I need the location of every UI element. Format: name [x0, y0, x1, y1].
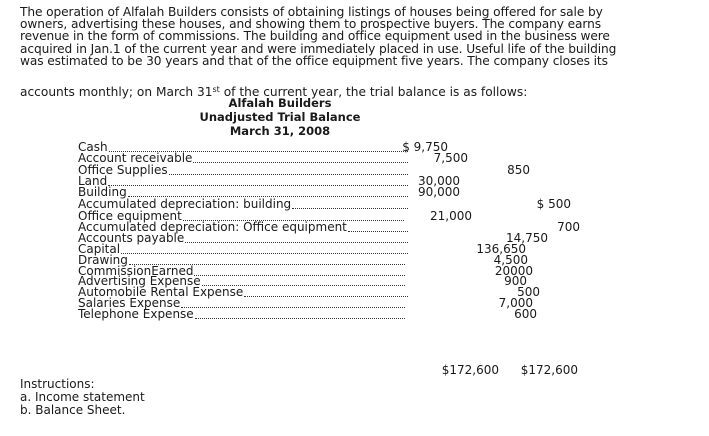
credit-amount: 14,750 [506, 231, 548, 245]
debit-amount: 90,000 [418, 185, 460, 199]
debit-total: $172,600 [441, 363, 499, 377]
credit-amount: 600 [514, 307, 537, 321]
instruction-item: b. Balance Sheet. [20, 403, 126, 417]
leader-dots [194, 267, 405, 276]
credit-amount: 136,650 [476, 242, 526, 256]
credit-amount: $ 500 [536, 197, 571, 211]
debit-amount: 30,000 [418, 174, 460, 188]
statement-line: revenue in the form of commissions. The building and office equipment used in the business were [20, 29, 610, 44]
account-label: CommissionEarned [78, 264, 194, 278]
account-label: Drawing [78, 253, 128, 267]
instruction-item: a. Income statement [20, 390, 145, 404]
account-label: Office Supplies [78, 163, 168, 177]
leader-dots [169, 166, 408, 175]
account-label: Telephone Expense [78, 307, 194, 321]
leader-dots [181, 299, 405, 308]
company-name: Alfalah Builders [228, 96, 332, 110]
account-label: Office equipment [78, 209, 182, 223]
credit-amount: 7,000 [498, 296, 533, 310]
account-label: Account receivable [78, 151, 193, 165]
account-label: Capital [78, 242, 121, 256]
problem-statement [20, 6, 696, 67]
leader-dots [108, 177, 408, 186]
leader-dots [195, 310, 405, 319]
statement-line: owners, advertising these houses, and showing them to prospective buyers. The company earns [20, 17, 601, 32]
leader-dots [121, 245, 408, 254]
account-label: Accumulated depreciation: building [78, 197, 292, 211]
statement-last-line: accounts monthly; on March 31st of the current year, the trial balance is as follows: [20, 85, 528, 99]
credit-amount: 900 [504, 274, 527, 288]
credit-amount: 850 [507, 163, 530, 177]
leader-dots [193, 154, 408, 163]
leader-dots [348, 223, 408, 232]
credit-total: $172,600 [520, 363, 578, 377]
credit-amount: 700 [557, 220, 580, 234]
leader-dots [244, 288, 408, 297]
account-label: Cash [78, 140, 108, 154]
statement-date: March 31, 2008 [229, 124, 331, 138]
credit-amount: 500 [517, 285, 540, 299]
statement-line: was estimated to be 30 years and that of the office equipment five years. The company closes its [20, 53, 608, 68]
statement-title: Unadjusted Trial Balance [199, 110, 361, 124]
account-label: Automobile Rental Expense [78, 285, 244, 299]
account-label: Building [78, 185, 127, 199]
account-label: Advertising Expense [78, 274, 201, 288]
instructions-heading: Instructions: [20, 377, 95, 391]
leader-dots [128, 188, 408, 197]
leader-dots [185, 234, 408, 243]
account-label: Salaries Expense [78, 296, 181, 310]
statement-line: The operation of Alfalah Builders consists of obtaining listings of houses being offered for sale by [20, 5, 603, 19]
debit-amount: 7,500 [433, 151, 468, 165]
credit-amount: 4,500 [493, 253, 528, 267]
leader-dots [292, 200, 408, 209]
debit-amount: $ 9,750 [402, 140, 448, 154]
account-label: Accounts payable [78, 231, 185, 245]
account-label: Land [78, 174, 108, 188]
debit-amount: 21,000 [430, 209, 472, 223]
statement-line: acquired in Jan.1 of the current year and were immediately placed in use. Useful life of the building [20, 41, 617, 56]
account-label: Accumulated depreciation: Office equipment [78, 220, 347, 234]
credit-amount: 20000 [494, 264, 533, 278]
